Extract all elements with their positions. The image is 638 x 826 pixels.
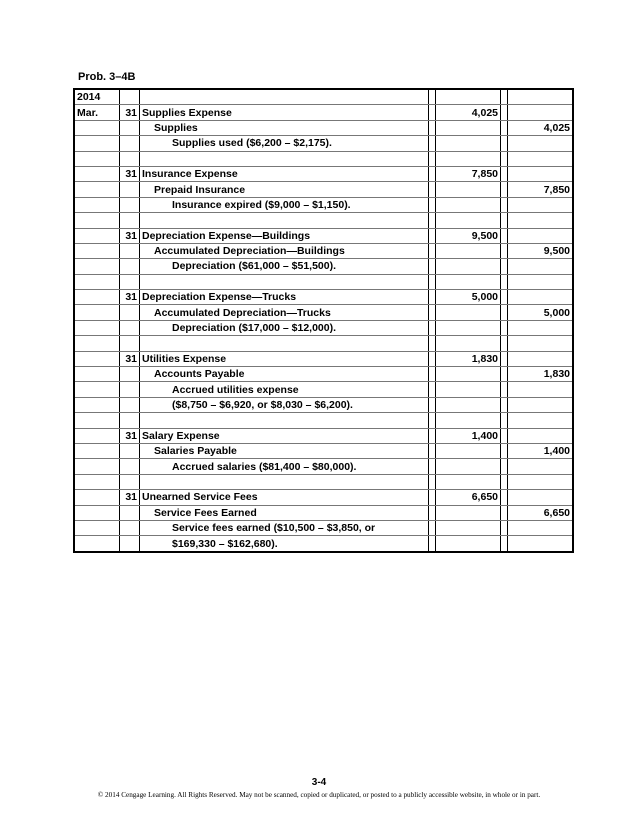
journal-credit-cell	[508, 290, 574, 305]
journal-credit-cell: 9,500	[508, 243, 574, 258]
journal-column-gap	[501, 290, 508, 305]
journal-day-cell	[120, 259, 140, 274]
journal-column-gap	[429, 351, 436, 366]
journal-day-cell	[120, 520, 140, 535]
journal-column-gap	[429, 443, 436, 458]
journal-day-cell	[120, 459, 140, 474]
journal-column-gap	[429, 413, 436, 428]
journal-day-cell: 31	[120, 428, 140, 443]
journal-column-gap	[429, 105, 436, 120]
journal-debit-cell	[436, 459, 501, 474]
journal-description-cell: Supplies used ($6,200 – $2,175).	[140, 136, 429, 151]
journal-debit-cell	[436, 305, 501, 320]
journal-debit-cell	[436, 382, 501, 397]
journal-debit-cell	[436, 197, 501, 212]
journal-day-cell: 31	[120, 228, 140, 243]
journal-column-gap	[501, 197, 508, 212]
journal-row	[74, 290, 573, 305]
journal-row	[74, 136, 573, 151]
journal-credit-cell	[508, 536, 574, 552]
journal-column-gap	[501, 382, 508, 397]
journal-description-cell: Salaries Payable	[140, 443, 429, 458]
journal-debit-cell	[436, 536, 501, 552]
journal-column-gap	[429, 397, 436, 412]
journal-column-gap	[501, 520, 508, 535]
journal-month-cell	[74, 413, 120, 428]
journal-column-gap	[501, 490, 508, 505]
journal-row	[74, 520, 573, 535]
journal-day-cell	[120, 336, 140, 351]
journal-row	[74, 505, 573, 520]
journal-description-cell: Depreciation Expense—Buildings	[140, 228, 429, 243]
journal-description-cell: Salary Expense	[140, 428, 429, 443]
journal-row	[74, 320, 573, 335]
journal-credit-cell	[508, 520, 574, 535]
journal-column-gap	[501, 336, 508, 351]
journal-credit-cell	[508, 197, 574, 212]
journal-column-gap	[501, 397, 508, 412]
journal-month-cell	[74, 136, 120, 151]
journal-debit-cell	[436, 120, 501, 135]
journal-credit-cell	[508, 336, 574, 351]
journal-debit-cell	[436, 182, 501, 197]
journal-description-cell: Insurance expired ($9,000 – $1,150).	[140, 197, 429, 212]
journal-credit-cell: 1,400	[508, 443, 574, 458]
journal-month-cell	[74, 367, 120, 382]
journal-description-cell: $169,330 – $162,680).	[140, 536, 429, 552]
journal-month-cell	[74, 228, 120, 243]
journal-day-cell	[120, 197, 140, 212]
journal-row	[74, 151, 573, 166]
journal-column-gap	[429, 305, 436, 320]
journal-description-cell: Accrued salaries ($81,400 – $80,000).	[140, 459, 429, 474]
journal-credit-cell	[508, 166, 574, 181]
journal-debit-cell: 1,830	[436, 351, 501, 366]
journal-debit-cell	[436, 136, 501, 151]
journal-description-cell: Insurance Expense	[140, 166, 429, 181]
journal-column-gap	[501, 151, 508, 166]
journal-description-cell: Accumulated Depreciation—Trucks	[140, 305, 429, 320]
journal-debit-cell	[436, 336, 501, 351]
journal-day-cell	[120, 413, 140, 428]
journal-day-cell	[120, 505, 140, 520]
copyright-notice: © 2014 Cengage Learning. All Rights Reserved. May not be scanned, copied or duplicated, or posted to a publicly accessible website, in whole or in part.	[97, 791, 541, 799]
journal-credit-cell: 1,830	[508, 367, 574, 382]
journal-month-cell	[74, 474, 120, 489]
journal-description-cell	[140, 213, 429, 228]
journal-column-gap	[501, 105, 508, 120]
journal-month-cell	[74, 520, 120, 535]
journal-debit-cell	[436, 505, 501, 520]
journal-column-gap	[429, 213, 436, 228]
journal-column-gap	[501, 505, 508, 520]
journal-column-gap	[501, 166, 508, 181]
journal-credit-cell	[508, 382, 574, 397]
journal-credit-cell: 5,000	[508, 305, 574, 320]
journal-description-cell: Accrued utilities expense	[140, 382, 429, 397]
journal-table	[73, 88, 574, 553]
journal-month-cell	[74, 290, 120, 305]
journal-column-gap	[501, 213, 508, 228]
journal-day-cell	[120, 182, 140, 197]
journal-description-cell: ($8,750 – $6,920, or $8,030 – $6,200).	[140, 397, 429, 412]
journal-debit-cell	[436, 367, 501, 382]
journal-column-gap	[429, 459, 436, 474]
journal-column-gap	[429, 228, 436, 243]
journal-debit-cell	[436, 397, 501, 412]
journal-day-cell	[120, 213, 140, 228]
journal-month-cell	[74, 443, 120, 458]
journal-column-gap	[429, 336, 436, 351]
journal-row	[74, 367, 573, 382]
journal-month-cell	[74, 336, 120, 351]
page-number: 3-4	[311, 777, 327, 788]
journal-description-cell: Supplies	[140, 120, 429, 135]
journal-column-gap	[501, 228, 508, 243]
journal-day-cell	[120, 274, 140, 289]
journal-row	[74, 197, 573, 212]
journal-day-cell	[120, 243, 140, 258]
journal-month-cell	[74, 197, 120, 212]
journal-column-gap	[429, 166, 436, 181]
journal-row	[74, 490, 573, 505]
journal-credit-cell	[508, 474, 574, 489]
journal-day-cell	[120, 136, 140, 151]
journal-description-cell: Supplies Expense	[140, 105, 429, 120]
journal-credit-cell	[508, 459, 574, 474]
journal-column-gap	[429, 367, 436, 382]
journal-credit-cell	[508, 136, 574, 151]
journal-month-cell	[74, 305, 120, 320]
journal-description-cell: Utilities Expense	[140, 351, 429, 366]
journal-debit-cell	[436, 89, 501, 105]
journal-debit-cell: 5,000	[436, 290, 501, 305]
journal-month-cell	[74, 259, 120, 274]
journal-debit-cell	[436, 443, 501, 458]
journal-column-gap	[429, 428, 436, 443]
journal-day-cell	[120, 151, 140, 166]
journal-column-gap	[501, 536, 508, 552]
journal-column-gap	[501, 274, 508, 289]
journal-column-gap	[501, 243, 508, 258]
journal-credit-cell	[508, 428, 574, 443]
journal-column-gap	[429, 197, 436, 212]
journal-debit-cell	[436, 413, 501, 428]
journal-debit-cell	[436, 320, 501, 335]
journal-column-gap	[501, 305, 508, 320]
journal-day-cell: 31	[120, 490, 140, 505]
journal-column-gap	[501, 182, 508, 197]
journal-month-cell	[74, 151, 120, 166]
journal-credit-cell	[508, 213, 574, 228]
journal-day-cell: 31	[120, 166, 140, 181]
journal-column-gap	[429, 490, 436, 505]
journal-day-cell	[120, 120, 140, 135]
journal-description-cell	[140, 336, 429, 351]
journal-description-cell: Service Fees Earned	[140, 505, 429, 520]
journal-row	[74, 243, 573, 258]
journal-month-cell	[74, 213, 120, 228]
journal-row	[74, 443, 573, 458]
journal-credit-cell	[508, 274, 574, 289]
journal-credit-cell	[508, 105, 574, 120]
journal-column-gap	[501, 428, 508, 443]
journal-row	[74, 105, 573, 120]
journal-body	[74, 89, 573, 552]
journal-column-gap	[501, 120, 508, 135]
journal-column-gap	[429, 505, 436, 520]
journal-credit-cell	[508, 413, 574, 428]
journal-debit-cell	[436, 213, 501, 228]
journal-month-cell	[74, 428, 120, 443]
journal-day-cell	[120, 305, 140, 320]
journal-row	[74, 428, 573, 443]
journal-day-cell: 31	[120, 105, 140, 120]
journal-debit-cell	[436, 274, 501, 289]
journal-column-gap	[501, 474, 508, 489]
journal-debit-cell: 1,400	[436, 428, 501, 443]
journal-debit-cell	[436, 243, 501, 258]
journal-debit-cell: 9,500	[436, 228, 501, 243]
journal-month-cell	[74, 382, 120, 397]
journal-column-gap	[429, 136, 436, 151]
journal-month-cell	[74, 536, 120, 552]
journal-column-gap	[501, 259, 508, 274]
journal-column-gap	[501, 320, 508, 335]
journal-credit-cell	[508, 259, 574, 274]
journal-column-gap	[429, 274, 436, 289]
journal-column-gap	[501, 89, 508, 105]
journal-credit-cell	[508, 320, 574, 335]
journal-credit-cell	[508, 490, 574, 505]
journal-day-cell: 31	[120, 290, 140, 305]
journal-month-cell	[74, 182, 120, 197]
journal-debit-cell: 7,850	[436, 166, 501, 181]
journal-credit-cell: 7,850	[508, 182, 574, 197]
journal-column-gap	[429, 520, 436, 535]
journal-row	[74, 213, 573, 228]
journal-column-gap	[501, 136, 508, 151]
journal-day-cell	[120, 443, 140, 458]
journal-row	[74, 120, 573, 135]
journal-row	[74, 305, 573, 320]
journal-column-gap	[501, 459, 508, 474]
journal-column-gap	[429, 474, 436, 489]
journal-month-cell	[74, 243, 120, 258]
journal-day-cell	[120, 320, 140, 335]
journal-description-cell	[140, 274, 429, 289]
journal-debit-cell	[436, 259, 501, 274]
journal-credit-cell: 6,650	[508, 505, 574, 520]
journal-month-cell	[74, 505, 120, 520]
journal-month-cell	[74, 351, 120, 366]
journal-credit-cell	[508, 151, 574, 166]
journal-column-gap	[429, 120, 436, 135]
journal-row	[74, 397, 573, 412]
journal-month-cell	[74, 490, 120, 505]
journal-debit-cell	[436, 520, 501, 535]
journal-month-cell: Mar.	[74, 105, 120, 120]
journal-day-cell	[120, 382, 140, 397]
journal-day-cell	[120, 397, 140, 412]
journal-debit-cell: 4,025	[436, 105, 501, 120]
journal-column-gap	[501, 413, 508, 428]
journal-column-gap	[429, 243, 436, 258]
journal-day-cell	[120, 367, 140, 382]
journal-row	[74, 89, 573, 105]
journal-month-cell	[74, 459, 120, 474]
journal-credit-cell	[508, 397, 574, 412]
journal-day-cell	[120, 536, 140, 552]
journal-month-cell	[74, 320, 120, 335]
journal-day-cell	[120, 474, 140, 489]
journal-column-gap	[429, 320, 436, 335]
journal-month-cell	[74, 120, 120, 135]
journal-row	[74, 166, 573, 181]
journal-row	[74, 274, 573, 289]
journal-description-cell	[140, 89, 429, 105]
journal-row	[74, 351, 573, 366]
journal-month-cell	[74, 274, 120, 289]
journal-month-cell: 2014	[74, 89, 120, 105]
journal-row	[74, 413, 573, 428]
journal-month-cell	[74, 397, 120, 412]
journal-row	[74, 474, 573, 489]
journal-column-gap	[429, 259, 436, 274]
problem-title: Prob. 3–4B	[78, 71, 136, 83]
journal-column-gap	[429, 382, 436, 397]
journal-credit-cell	[508, 89, 574, 105]
journal-credit-cell	[508, 351, 574, 366]
journal-row	[74, 182, 573, 197]
journal-description-cell	[140, 413, 429, 428]
journal-description-cell	[140, 151, 429, 166]
journal-month-cell	[74, 166, 120, 181]
journal-day-cell: 31	[120, 351, 140, 366]
journal-debit-cell	[436, 474, 501, 489]
journal-description-cell: Prepaid Insurance	[140, 182, 429, 197]
journal-debit-cell: 6,650	[436, 490, 501, 505]
journal-column-gap	[501, 367, 508, 382]
journal-column-gap	[429, 290, 436, 305]
journal-credit-cell: 4,025	[508, 120, 574, 135]
journal-description-cell: Accounts Payable	[140, 367, 429, 382]
journal-row	[74, 536, 573, 552]
journal-row	[74, 228, 573, 243]
journal-column-gap	[429, 89, 436, 105]
journal-description-cell: Depreciation ($17,000 – $12,000).	[140, 320, 429, 335]
journal-column-gap	[501, 351, 508, 366]
journal-row	[74, 259, 573, 274]
journal-description-cell	[140, 474, 429, 489]
journal-description-cell: Depreciation ($61,000 – $51,500).	[140, 259, 429, 274]
journal-column-gap	[501, 443, 508, 458]
journal-description-cell: Unearned Service Fees	[140, 490, 429, 505]
journal-description-cell: Accumulated Depreciation—Buildings	[140, 243, 429, 258]
journal-debit-cell	[436, 151, 501, 166]
journal-column-gap	[429, 536, 436, 552]
journal-column-gap	[429, 182, 436, 197]
journal-description-cell: Service fees earned ($10,500 – $3,850, or	[140, 520, 429, 535]
journal-row	[74, 336, 573, 351]
journal-row	[74, 382, 573, 397]
journal-row	[74, 459, 573, 474]
journal-day-cell	[120, 89, 140, 105]
journal-column-gap	[429, 151, 436, 166]
journal-description-cell: Depreciation Expense—Trucks	[140, 290, 429, 305]
journal-credit-cell	[508, 228, 574, 243]
